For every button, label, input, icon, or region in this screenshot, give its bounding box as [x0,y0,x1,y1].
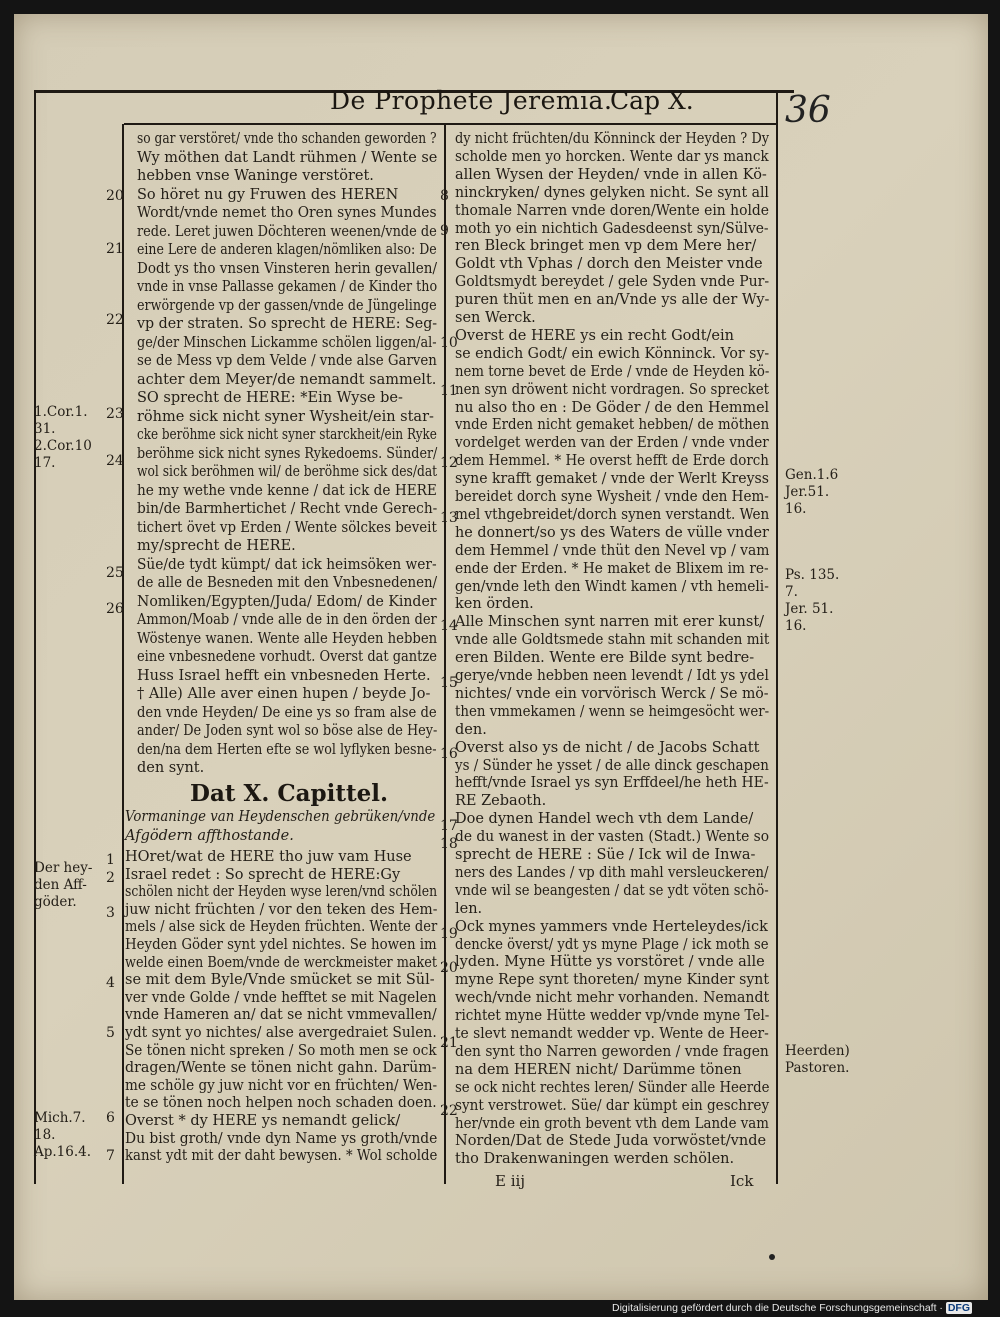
left-column-line: ander/ De Joden synt wol so böse alse de Hey- [137,723,438,739]
verse-number: 6 [106,1110,115,1126]
left-column-line: achter dem Meyer/de nemandt sammelt. [137,371,437,388]
header-underline [124,123,776,125]
right-column-line: ken örden. [455,596,534,613]
right-column-line: richtet myne Hütte wedder vp/vnde myne Tel- [455,1008,770,1025]
right-column-line: nen syn dröwent nicht vordragen. So sprecket [455,381,769,398]
verse-number: 10 [440,335,458,351]
right-column-line: den synt tho Narren geworden / vnde fragen [455,1043,769,1060]
left-column-line: den synt. [137,760,205,776]
left-column-line: Ammon/Moab / vnde alle de in den örden der [137,612,437,628]
left-column-line: Wy möthen dat Landt rühmen / Wente se [137,149,438,166]
dfg-logo: DFG [947,1302,971,1314]
right-column-line: na dem HEREN nicht/ Darümme tönen [455,1061,742,1078]
verse-number: 18 [440,836,458,852]
margin-note-corinthians: 1.Cor.1. 31. 2.Cor.10 17. [34,404,92,471]
verse-number: 11 [440,383,458,399]
left-column-line: eine Lere de anderen klagen/nömliken also: De [137,242,437,258]
right-column-line: her/vnde ein groth bevent vth dem Lande vam [455,1115,769,1132]
right-column-line: thomale Narren vnde doren/Wente ein holde [455,202,769,219]
right-frame-rule [776,90,778,1184]
left-frame-rule [34,90,36,1184]
left-column-b-line: ver vnde Golde / vnde hefftet se mit Nagelen [125,989,437,1006]
left-column-line: den/na dem Herten efte se wol lyflyken besne- [137,741,437,758]
verse-number: 26 [106,601,124,617]
margin-note-psalms: Ps. 135. 7. Jer. 51. 16. [785,567,840,634]
verse-number: 7 [106,1148,115,1164]
left-column-line: se de Mess vp dem Velde / vnde alse Garven [137,353,437,369]
verse-number: 9 [440,223,449,239]
left-column-line: Huss Israel hefft ein vnbesneden Herte. [137,667,431,684]
verse-number: 5 [106,1025,115,1041]
margin-note-pastors: Heerden) Pastoren. [785,1043,850,1076]
verse-number: 21 [440,1035,458,1051]
left-column-line: Wordt/vnde nemet tho Oren synes Mundes [137,205,437,221]
right-column-line: Goldtsmydt bereydet / gele Syden vnde Pur- [455,274,770,291]
right-column-line: gen/vnde leth den Windt kamen / vth hemeli- [455,578,769,595]
right-column-line: den. [455,721,487,738]
left-column-line: So höret nu gy Fruwen des HEREN [137,186,399,203]
right-column-line: Alle Minschen synt narren mit erer kunst/ [455,614,765,631]
left-column-line: beröhme sick nicht synes Rykedoems. Sünder/ [137,445,438,462]
left-column-b-line: HOret/wat de HERE tho juw vam Huse [125,849,412,865]
verse-number: 17 [440,818,458,834]
verse-number: 24 [106,453,124,469]
left-column-line: † Alle) Alle aver einen hupen / beyde Jo- [137,686,431,702]
margin-note-micah: Mich.7. 18. Ap.16.4. [34,1110,92,1160]
right-column-line: gerye/vnde hebben neen levendt / Idt ys ydel [455,668,769,684]
verse-number: 14 [440,618,458,634]
right-column-line: bereidet dorch syne Wysheit / vnde den Hem- [455,489,769,505]
right-column-line: ys / Sünder he ysset / de alle dinck geschapen [455,757,769,774]
verse-number: 25 [106,565,124,581]
verse-number: 1 [106,852,115,868]
left-column-b-line: dragen/Wente se tönen nicht gahn. Darüm- [125,1060,437,1077]
right-column-line: Norden/Dat de Stede Juda vorwöstet/vnde [455,1133,767,1150]
right-column-line: ninckryken/ dynes gelyken nicht. Se synt all [455,184,769,201]
right-column-line: vnde Erden nicht gemaket hebben/ de möthen [455,417,770,434]
verse-number: 16 [440,746,458,762]
right-column-line: nem torne bevet de Erde / vnde de Heyden kö- [455,363,770,380]
left-column-b-line: kanst ydt mit der daht bewysen. * Wol scholde [125,1148,438,1165]
left-column-line: rede. Leret juwen Döchteren weenen/vnde de [137,223,437,240]
verse-number: 19 [440,926,458,942]
verse-number: 12 [440,455,458,471]
verse-number: 23 [106,406,124,422]
digitization-credit [612,1302,972,1314]
right-column-line: puren thüt men en an/Vnde ys alle der Wy- [455,292,770,309]
verse-number: 3 [106,905,115,921]
right-column-line: scholde men yo horcken. Wente dar ys manck [455,148,769,165]
left-column-b-line: welde einen Boem/vnde de werckmeister maket [125,954,438,971]
right-column-line: synt verstrowet. Süe/ dar kümpt ein geschrey [455,1097,770,1114]
left-column-line: my/sprecht de HERE. [137,538,296,554]
right-column-line: de du wanest in der vasten (Stadt.) Wente so [455,829,770,846]
left-column-b-line: se mit dem Byle/Vnde smücket se mit Sül- [125,972,435,989]
left-column-b-line: juw nicht früchten / vor den teken des Hem- [125,901,438,918]
left-column-line: hebben vnse Waninge verstöret. [137,168,374,184]
chapter-heading: Dat X. Capittel. [190,780,388,807]
credit-text: Digitalisierung gefördert durch die Deutsche Forschungsgemeinschaft · [612,1302,943,1314]
right-column-line: he donnert/so ys des Waters de vülle vnder [455,524,769,541]
left-column-line: Dodt ys tho vnsen Vinsteren herin gevallen/ [137,260,438,277]
left-column-b-line: Du bist groth/ vnde dyn Name ys groth/vnde [125,1130,438,1147]
left-column-line: de alle de Besneden mit den Vnbesnedenen/ [137,575,438,591]
left-column-line: den vnde Heyden/ De eine ys so fram alse de [137,704,437,721]
verse-number: 21 [106,241,124,257]
left-column-b-line: Se tönen nicht spreken / So moth men se ock [125,1042,437,1059]
left-column-text-continued [125,846,445,1166]
right-column-line: te slevt nemandt wedder vp. Wente de Heer- [455,1026,769,1042]
left-column-line: bin/de Barmhertichet / Recht vnde Gerech- [137,501,438,517]
left-column-text [137,128,442,778]
left-column-b-line: Israel redet : So sprecht de HERE:Gy [125,866,401,883]
left-column-line: vp der straten. So sprecht de HERE: Seg- [137,316,438,332]
running-title: De Prophete Jeremia. [330,86,613,115]
left-column-line: Süe/de tydt kümpt/ dat ick heimsöken wer- [137,556,437,573]
ink-dot [769,1254,775,1260]
right-column-line: len. [455,900,483,917]
right-column-line: moth yo ein nichtich Gadesdeenst syn/Sülve- [455,220,769,237]
right-column-line: RE Zebaoth. [455,793,547,810]
verse-number: 22 [440,1103,458,1119]
right-column-text [455,128,775,1168]
verse-number: 15 [440,675,458,691]
left-column-line: ge/der Minschen Lickamme schölen liggen/al- [137,334,437,351]
right-column-line: nichtes/ vnde ein vorvörisch Werck / Se mö- [455,685,769,702]
left-column-line: cke beröhme sick nicht syner starckheit/ein Ryke [137,427,437,443]
right-column-line: ren Bleck bringet men vp dem Mere her/ [455,238,757,255]
folio-number: 36 [785,90,831,131]
left-column-line: erwörgende vp der gassen/vnde de Jüngelinge [137,297,437,314]
left-column-line: röhme sick nicht syner Wysheit/ein star- [137,408,434,425]
right-column-line: eren Bilden. Wente ere Bilde synt bedre- [455,650,755,667]
left-column-b-line: mels / alse sick de Heyden früchten. Wente der [125,919,438,936]
right-column-line: dem Hemmel. * He overst hefft de Erde dorch [455,453,769,470]
left-column-b-line: schölen nicht der Heyden wyse leren/vnd schölen [125,884,438,901]
right-column-line: hefft/vnde Israel ys syn Erffdeel/he heth HE- [455,775,769,792]
right-column-line: ende der Erden. * He maket de Blixem im re- [455,560,769,577]
verse-number: 13 [440,510,458,526]
right-column-line: dencke överst/ ydt ys myne Plage / ick moth se [455,936,769,953]
right-column-line: se ock nicht rechtes leren/ Sünder alle Heerde [455,1079,770,1096]
verse-number: 8 [440,188,449,204]
right-column-line: ners des Landes / vp dith mahl versleuckeren/ [455,864,769,881]
right-column-line: vnde alle Goldtsmede stahn mit schanden mit [455,632,770,649]
right-column-line: vnde wil se beangesten / dat se ydt vöten schö- [455,882,769,899]
left-column-line: wol sick beröhmen wil/ de beröhme sick des/dat [137,464,438,480]
left-column-line: he my wethe vnde kenne / dat ick de HERE [137,482,437,499]
signature-mark: E iij [495,1172,525,1190]
verse-number: 20 [440,960,458,976]
right-column-line: Overst also ys de nicht / de Jacobs Schatt [455,739,760,756]
right-column-line: Ock mynes yammers vnde Herteleydes/ick [455,918,768,935]
right-column-line: wech/vnde nicht mehr vorhanden. Nemandt [455,990,770,1007]
left-column-line: tichert övet vp Erden / Wente sölckes beveit [137,519,437,536]
left-column-b-line: Heyden Göder synt ydel nichtes. Se howen im [125,937,437,953]
right-column-line: syne krafft gemaket / vnde der Werlt Kreyss [455,471,769,488]
right-column-line: tho Drakenwaningen werden schölen. [455,1151,735,1168]
left-column-line: so gar verstöret/ vnde tho schanden geworden ? [137,131,437,147]
chapter-label: Cap X. [610,86,694,115]
right-column-line: dem Hemmel / vnde thüt den Nevel vp / vam [455,542,770,559]
verse-number: 2 [106,870,115,886]
right-column-line: Overst de HERE ys ein recht Godt/ein [455,327,734,344]
summary-line: Vormaninge van Heydenschen gebrüken/vnde [125,809,436,825]
right-column-line: myne Repe synt thoreten/ myne Kinder synt [455,972,769,989]
right-column-line: Doe dynen Handel wech vth dem Lande/ [455,811,754,828]
right-column-line: Goldt vth Vphas / dorch den Meister vnde [455,256,763,273]
left-column-b-line: te se tönen noch helpen noch schaden doen. [125,1095,437,1112]
margin-note-idols: Der hey- den Aff- göder. [34,860,93,910]
verse-number: 22 [106,312,124,328]
right-column-line: dy nicht früchten/du Könninck der Heyden ? Dy [455,131,770,147]
margin-note-genesis: Gen.1.6 Jer.51. 16. [785,467,839,517]
right-column-line: lyden. Myne Hütte ys vorstöret / vnde alle [455,954,765,971]
left-column-b-line: Overst * dy HERE ys nemandt gelick/ [125,1113,401,1129]
right-column-line: sen Werck. [455,310,536,326]
left-column-b-line: ydt synt yo nichtes/ alse avergedraiet Sulen. [125,1025,437,1041]
left-text-rule [122,124,124,1184]
right-column-line: nu also tho en : De Göder / de den Hemmel [455,399,770,416]
right-column-line: allen Wysen der Heyden/ vnde in allen Kö- [455,166,767,183]
catchword: Ick [730,1172,754,1190]
left-column-line: SO sprecht de HERE: *Ein Wyse be- [137,390,403,406]
left-column-b-line: vnde Hameren an/ dat se nicht vmmevallen/ [125,1007,437,1024]
left-column-line: Nomliken/Egypten/Juda/ Edom/ de Kinder [137,593,437,610]
left-column-line: eine vnbesnedene vorhudt. Overst dat gantze [137,649,437,665]
verse-number: 20 [106,188,124,204]
right-column-line: sprecht de HERE : Süe / Ick wil de Inwa- [455,847,756,863]
left-column-line: Wöstenye wanen. Wente alle Heyden hebben [137,630,438,647]
left-column-b-line: me schöle gy juw nicht vor en früchten/ Wen- [125,1077,438,1094]
verse-number: 4 [106,975,115,991]
left-column-line: vnde in vnse Pallasse gekamen / de Kinder tho [137,279,438,295]
right-column-line: se endich Godt/ ein ewich Könninck. Vor sy- [455,345,770,362]
right-column-line: mel vthgebreidet/dorch synen verstandt. Wen [455,506,770,523]
right-column-line: vordelget werden van der Erden / vnde vnder [455,435,769,452]
summary-line: Afgödern affthostande. [125,828,294,844]
right-column-line: then vmmekamen / wenn se heimgesöcht wer- [455,703,770,720]
